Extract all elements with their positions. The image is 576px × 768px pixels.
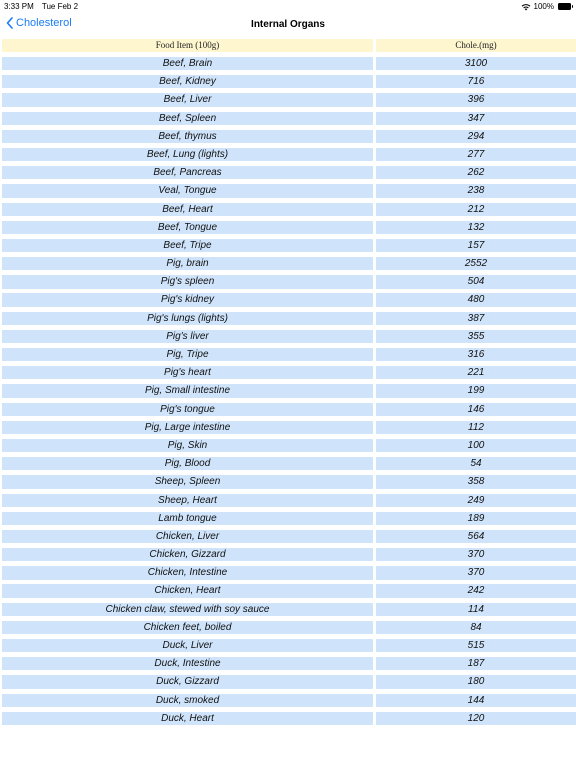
table-row[interactable]	[2, 166, 576, 179]
status-date: Tue Feb 2	[41, 2, 79, 11]
cholesterol-table	[2, 39, 576, 730]
cholesterol-cell: 515	[376, 639, 576, 652]
food-item-cell: Pig, brain	[2, 257, 373, 270]
cholesterol-cell: 564	[376, 530, 576, 543]
table-row[interactable]	[2, 475, 576, 488]
table-row[interactable]	[2, 657, 576, 670]
cholesterol-cell: 144	[376, 694, 576, 707]
food-item-cell: Beef, Spleen	[2, 112, 373, 125]
food-item-cell: Duck, Gizzard	[2, 675, 373, 688]
table-row[interactable]	[2, 203, 576, 216]
cholesterol-cell: 249	[376, 494, 576, 507]
food-item-cell: Sheep, Spleen	[2, 475, 373, 488]
cholesterol-cell: 120	[376, 712, 576, 725]
back-button-label: Cholesterol	[16, 17, 72, 29]
cholesterol-cell: 242	[376, 584, 576, 597]
food-item-cell: Pig's lungs (lights)	[2, 312, 373, 325]
cholesterol-cell: 355	[376, 330, 576, 343]
table-row[interactable]	[2, 275, 576, 288]
table-row[interactable]	[2, 93, 576, 106]
cholesterol-cell: 396	[376, 93, 576, 106]
navigation-bar	[0, 14, 576, 38]
cholesterol-cell: 146	[376, 403, 576, 416]
food-item-cell: Beef, Lung (lights)	[2, 148, 373, 161]
table-row[interactable]	[2, 221, 576, 234]
cholesterol-cell: 277	[376, 148, 576, 161]
cholesterol-cell: 262	[376, 166, 576, 179]
food-item-cell: Pig's spleen	[2, 275, 373, 288]
food-item-cell: Pig, Large intestine	[2, 421, 373, 434]
food-item-cell: Beef, Liver	[2, 93, 373, 106]
cholesterol-cell: 504	[376, 275, 576, 288]
table-row[interactable]	[2, 494, 576, 507]
cholesterol-cell: 84	[376, 621, 576, 634]
food-item-cell: Pig's liver	[2, 330, 373, 343]
cholesterol-cell: 3100	[376, 57, 576, 70]
status-bar	[0, 0, 576, 14]
table-row[interactable]	[2, 75, 576, 88]
table-row[interactable]	[2, 348, 576, 361]
table-row[interactable]	[2, 384, 576, 397]
table-row[interactable]	[2, 184, 576, 197]
food-item-cell: Pig, Small intestine	[2, 384, 373, 397]
table-row[interactable]	[2, 293, 576, 306]
food-item-cell: Pig's tongue	[2, 403, 373, 416]
cholesterol-cell: 238	[376, 184, 576, 197]
food-item-cell: Chicken, Liver	[2, 530, 373, 543]
cholesterol-cell: 370	[376, 566, 576, 579]
table-body	[2, 57, 576, 725]
food-item-cell: Pig, Skin	[2, 439, 373, 452]
food-item-cell: Chicken, Heart	[2, 584, 373, 597]
table-row[interactable]	[2, 239, 576, 252]
cholesterol-cell: 480	[376, 293, 576, 306]
cholesterol-cell: 132	[376, 221, 576, 234]
table-row[interactable]	[2, 512, 576, 525]
status-left	[4, 2, 84, 11]
table-row[interactable]	[2, 148, 576, 161]
table-header-row	[2, 39, 576, 52]
cholesterol-cell: 358	[376, 475, 576, 488]
table-row[interactable]	[2, 403, 576, 416]
cholesterol-cell: 370	[376, 548, 576, 561]
table-row[interactable]	[2, 112, 576, 125]
table-row[interactable]	[2, 257, 576, 270]
food-item-cell: Chicken feet, boiled	[2, 621, 373, 634]
table-row[interactable]	[2, 548, 576, 561]
table-row[interactable]	[2, 712, 576, 725]
battery-icon	[558, 3, 571, 10]
cholesterol-cell: 316	[376, 348, 576, 361]
table-row[interactable]	[2, 566, 576, 579]
table-row[interactable]	[2, 57, 576, 70]
food-item-cell: Pig, Blood	[2, 457, 373, 470]
food-item-cell: Duck, smoked	[2, 694, 373, 707]
food-item-cell: Beef, Tongue	[2, 221, 373, 234]
food-item-cell: Beef, thymus	[2, 130, 373, 143]
food-item-cell: Beef, Brain	[2, 57, 373, 70]
cholesterol-cell: 54	[376, 457, 576, 470]
table-row[interactable]	[2, 675, 576, 688]
cholesterol-cell: 180	[376, 675, 576, 688]
table-row[interactable]	[2, 639, 576, 652]
cholesterol-cell: 187	[376, 657, 576, 670]
wifi-icon	[521, 3, 531, 11]
food-item-cell: Chicken, Intestine	[2, 566, 373, 579]
cholesterol-cell: 189	[376, 512, 576, 525]
cholesterol-cell: 212	[376, 203, 576, 216]
column-header-cholesterol: Chole.(mg)	[376, 39, 576, 52]
food-item-cell: Beef, Tripe	[2, 239, 373, 252]
table-row[interactable]	[2, 584, 576, 597]
food-item-cell: Duck, Heart	[2, 712, 373, 725]
cholesterol-cell: 2552	[376, 257, 576, 270]
cholesterol-cell: 387	[376, 312, 576, 325]
food-item-cell: Lamb tongue	[2, 512, 373, 525]
table-row[interactable]	[2, 621, 576, 634]
food-item-cell: Pig's kidney	[2, 293, 373, 306]
column-header-food-item: Food Item (100g)	[2, 39, 373, 52]
page-title: Internal Organs	[251, 19, 325, 30]
food-item-cell: Beef, Kidney	[2, 75, 373, 88]
cholesterol-cell: 716	[376, 75, 576, 88]
cholesterol-cell: 347	[376, 112, 576, 125]
food-item-cell: Sheep, Heart	[2, 494, 373, 507]
cholesterol-cell: 294	[376, 130, 576, 143]
table-row[interactable]	[2, 421, 576, 434]
cholesterol-cell: 114	[376, 603, 576, 616]
status-time: 3:33 PM	[4, 2, 34, 11]
cholesterol-cell: 112	[376, 421, 576, 434]
table-row[interactable]	[2, 457, 576, 470]
cholesterol-cell: 221	[376, 366, 576, 379]
status-right	[521, 2, 571, 11]
cholesterol-cell: 199	[376, 384, 576, 397]
food-item-cell: Duck, Intestine	[2, 657, 373, 670]
food-item-cell: Veal, Tongue	[2, 184, 373, 197]
food-item-cell: Pig's heart	[2, 366, 373, 379]
cholesterol-cell: 100	[376, 439, 576, 452]
table-row[interactable]	[2, 694, 576, 707]
table-row[interactable]	[2, 366, 576, 379]
table-row[interactable]	[2, 130, 576, 143]
battery-percent: 100%	[533, 2, 554, 11]
table-row[interactable]	[2, 312, 576, 325]
food-item-cell: Pig, Tripe	[2, 348, 373, 361]
table-row[interactable]	[2, 603, 576, 616]
food-item-cell: Chicken, Gizzard	[2, 548, 373, 561]
food-item-cell: Beef, Heart	[2, 203, 373, 216]
food-item-cell: Beef, Pancreas	[2, 166, 373, 179]
food-item-cell: Chicken claw, stewed with soy sauce	[2, 603, 373, 616]
cholesterol-cell: 157	[376, 239, 576, 252]
table-row[interactable]	[2, 530, 576, 543]
table-row[interactable]	[2, 439, 576, 452]
food-item-cell: Duck, Liver	[2, 639, 373, 652]
table-row[interactable]	[2, 330, 576, 343]
